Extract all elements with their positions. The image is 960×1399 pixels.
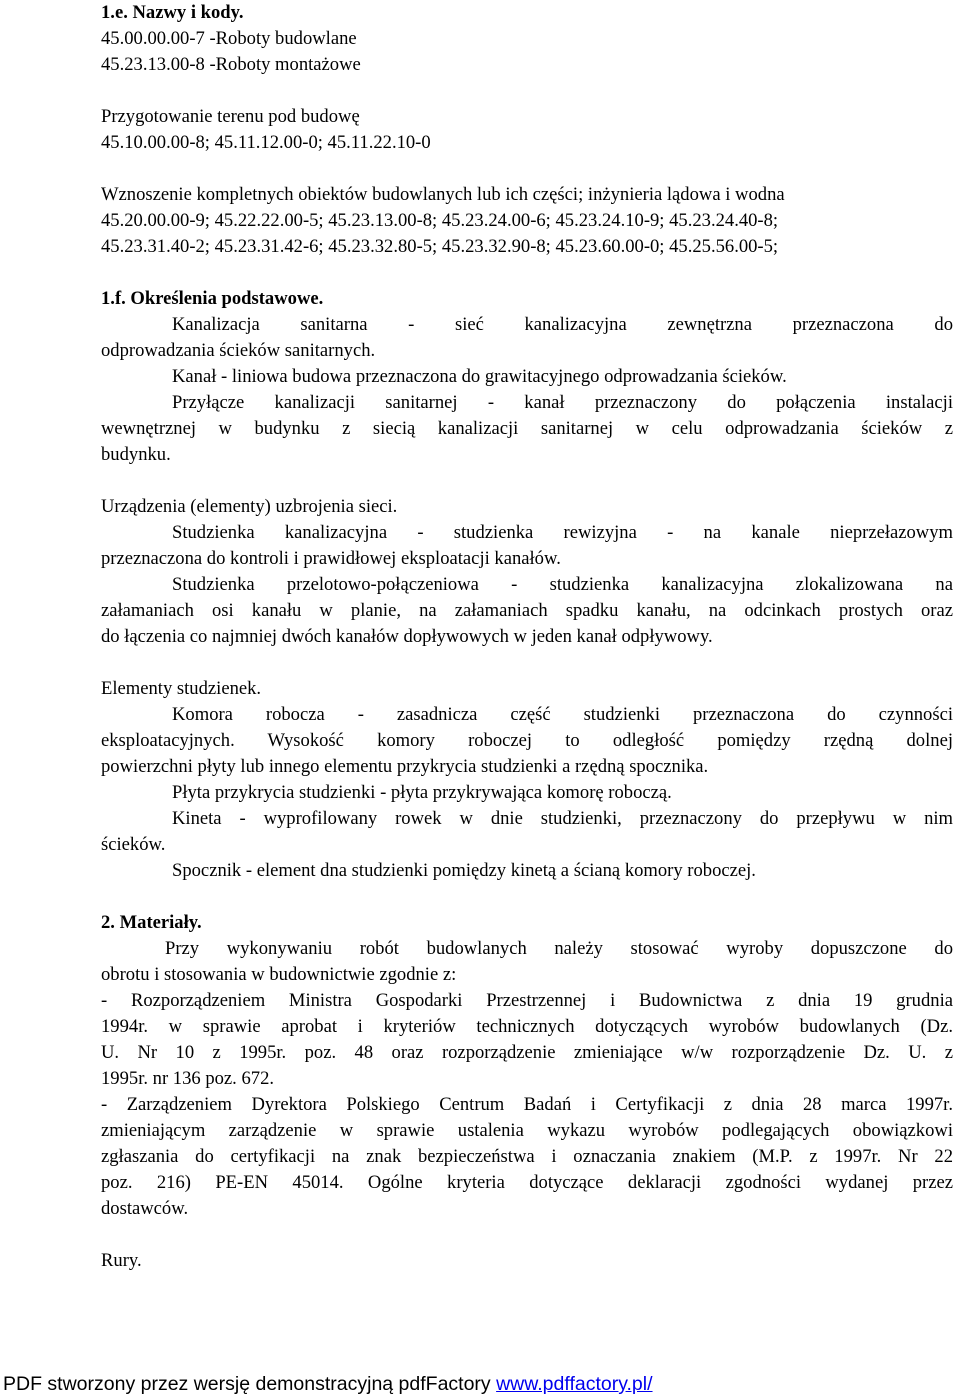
definition-line: budynku. bbox=[101, 444, 171, 465]
definition-line: Studzienka przelotowo-połączeniowa - studzienka kanalizacyjna zlokalizowana na bbox=[172, 574, 953, 595]
definition-line: powierzchni płyty lub innego elementu przykrycia studzienki a rzędną spocznika. bbox=[101, 756, 709, 777]
materials-line: dostawców. bbox=[101, 1198, 189, 1219]
definition-line: ścieków. bbox=[101, 834, 166, 855]
site-prep-title: Przygotowanie terenu pod budowę bbox=[101, 106, 360, 127]
devices-title: Urządzenia (elementy) uzbrojenia sieci. bbox=[101, 496, 398, 517]
materials-line: U. Nr 10 z 1995r. poz. 48 oraz rozporządzenie zmieniające w/w rozporządzenie Dz. U. z bbox=[101, 1042, 953, 1063]
definition-line: Studzienka kanalizacyjna - studzienka rewizyjna - na kanale nieprzełazowym bbox=[172, 522, 953, 543]
pdf-footer bbox=[3, 1372, 653, 1396]
materials-line: - Zarządzeniem Dyrektora Polskiego Centrum Badań i Certyfikacji z dnia 28 marca 1997r. bbox=[101, 1094, 953, 1115]
materials-line: zmieniającym zarządzenie w sprawie ustalenia wykazu wyrobów podlegających obowiązkowi bbox=[101, 1120, 953, 1141]
definition-line: Kineta - wyprofilowany rowek w dnie studzienki, przeznaczony do przepływu w nim bbox=[172, 808, 953, 829]
document-page bbox=[101, 0, 953, 1274]
definition-line: Płyta przykrycia studzienki - płyta przykrywająca komorę roboczą. bbox=[172, 782, 672, 803]
site-prep-codes: 45.10.00.00-8; 45.11.12.00-0; 45.11.22.10-0 bbox=[101, 132, 431, 153]
definition-line: Spocznik - element dna studzienki pomiędzy kinetą a ścianą komory roboczej. bbox=[172, 860, 756, 881]
definition-line: Komora robocza - zasadnicza część studzienki przeznaczona do czynności bbox=[172, 704, 953, 725]
footer-text: PDF stworzony przez wersję demonstracyjną pdfFactory bbox=[3, 1373, 497, 1395]
code-line: 45.23.13.00-8 -Roboty montażowe bbox=[101, 54, 361, 75]
materials-line: poz. 216) PE-EN 45014. Ogólne kryteria dotyczące deklaracji zgodności wydanej przez bbox=[101, 1172, 953, 1193]
materials-line: 1995r. nr 136 poz. 672. bbox=[101, 1068, 275, 1089]
definition-line: do łączenia co najmniej dwóch kanałów dopływowych w jeden kanał odpływowy. bbox=[101, 626, 713, 647]
definition-line: Kanalizacja sanitarna - sieć kanalizacyjna zewnętrzna przeznaczona do bbox=[172, 314, 953, 335]
footer-link[interactable]: www.pdffactory.pl/ bbox=[496, 1373, 653, 1395]
construction-codes: 45.20.00.00-9; 45.22.22.00-5; 45.23.13.00-8; 45.23.24.00-6; 45.23.24.10-9; 45.23.24.40-8; bbox=[101, 210, 779, 231]
elements-title: Elementy studzienek. bbox=[101, 678, 262, 699]
code-line: 45.00.00.00-7 -Roboty budowlane bbox=[101, 28, 357, 49]
materials-line: Przy wykonywaniu robót budowlanych należy stosować wyroby dopuszczone do bbox=[165, 938, 953, 959]
definition-line: Przyłącze kanalizacji sanitarnej - kanał przeznaczony do połączenia instalacji bbox=[172, 392, 953, 413]
section-heading-materials: 2. Materiały. bbox=[101, 912, 202, 933]
definition-line: odprowadzania ścieków sanitarnych. bbox=[101, 340, 376, 361]
definition-line: przeznaczona do kontroli i prawidłowej eksploatacji kanałów. bbox=[101, 548, 561, 569]
construction-codes: 45.23.31.40-2; 45.23.31.42-6; 45.23.32.80-5; 45.23.32.90-8; 45.23.60.00-0; 45.25.56.00-5; bbox=[101, 236, 779, 257]
definition-line: eksploatacyjnych. Wysokość komory roboczej to odległość pomiędzy rzędną dolnej bbox=[101, 730, 953, 751]
materials-line: obrotu i stosowania w budownictwie zgodnie z: bbox=[101, 964, 457, 985]
section-heading-definitions: 1.f. Określenia podstawowe. bbox=[101, 288, 324, 309]
construction-title: Wznoszenie kompletnych obiektów budowlanych lub ich części; inżynieria lądowa i wodna bbox=[101, 184, 785, 205]
definition-line: załamaniach osi kanału w planie, na załamaniach spadku kanału, na odcinkach prostych oraz bbox=[101, 600, 953, 621]
materials-line: 1994r. w sprawie aprobat i kryteriów technicznych dotyczących wyrobów budowlanych (Dz. bbox=[101, 1016, 953, 1037]
definition-line: Kanał - liniowa budowa przeznaczona do grawitacyjnego odprowadzania ścieków. bbox=[172, 366, 787, 387]
section-heading-names-codes: 1.e. Nazwy i kody. bbox=[101, 2, 244, 23]
materials-line: zgłaszania do certyfikacji na znak bezpieczeństwa i oznaczania znakiem (M.P. z 1997r. Nr 22 bbox=[101, 1146, 953, 1167]
pipes-title: Rury. bbox=[101, 1250, 142, 1271]
definition-line: wewnętrznej w budynku z siecią kanalizacji sanitarnej w celu odprowadzania ścieków z bbox=[101, 418, 953, 439]
materials-line: - Rozporządzeniem Ministra Gospodarki Przestrzennej i Budownictwa z dnia 19 grudnia bbox=[101, 990, 953, 1011]
